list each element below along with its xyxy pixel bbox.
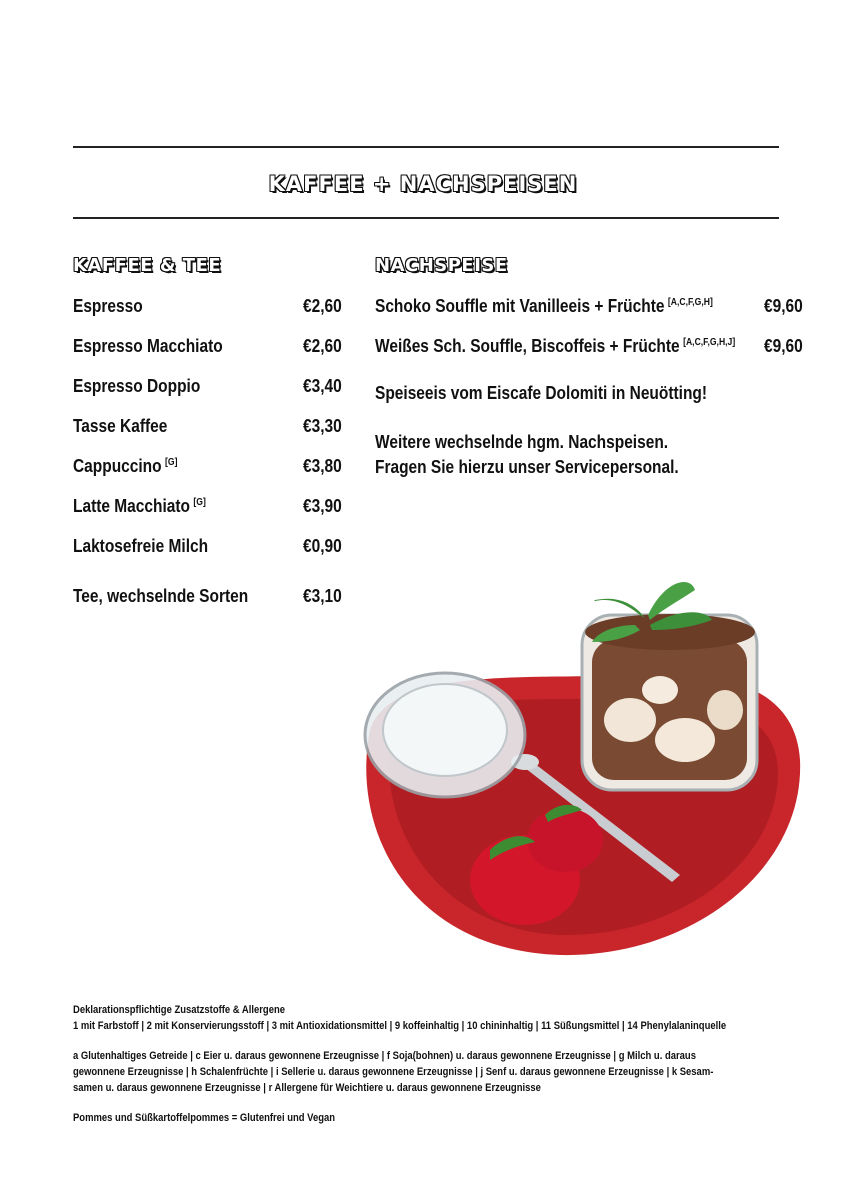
additives-line: 1 mit Farbstoff | 2 mit Konservierungsstoff | 3 mit Antioxidationsmittel | 9 koffeinhaltig | 10 chininhaltig | 11 Süßungsmittel | 14 Phenylalaninquelle — [73, 1020, 727, 1032]
coffee-item-name: Cappuccino [G] — [73, 456, 178, 476]
coffee-item-price: €3,10 — [303, 586, 342, 606]
coffee-heading: KAFFEE & TEE — [73, 255, 222, 276]
more-desserts-note: Weitere wechselnde hgm. Nachspeisen. — [375, 432, 669, 452]
ask-staff-note: Fragen Sie hierzu unser Servicepersonal. — [375, 457, 679, 477]
fries-note: Pommes und Süßkartoffelpommes = Glutenfrei und Vegan — [73, 1112, 336, 1124]
coffee-item-name: Laktosefreie Milch — [73, 536, 209, 556]
allergen-code: [A,C,F,G,H] — [667, 297, 713, 308]
coffee-item-name: Tee, wechselnde Sorten — [73, 586, 249, 606]
top-rule — [73, 146, 779, 148]
coffee-item-price: €3,40 — [303, 376, 342, 396]
dessert-item-price: €9,60 — [764, 336, 803, 356]
allergen-heading: Deklarationspflichtige Zusatzstoffe & Allergene — [73, 1004, 286, 1016]
coffee-item-price: €3,80 — [303, 456, 342, 476]
dessert-item-price: €9,60 — [764, 296, 803, 316]
icecream-note: Speiseeis vom Eiscafe Dolomiti in Neuötting! — [375, 383, 708, 403]
dessert-heading: NACHSPEISE — [375, 255, 508, 276]
coffee-item-name: Espresso Macchiato — [73, 336, 223, 356]
allergen-code: [A,C,F,G,H,J] — [683, 337, 736, 348]
dessert-photo — [330, 570, 810, 960]
title-rule — [73, 217, 779, 219]
coffee-item-name: Espresso Doppio — [73, 376, 201, 396]
coffee-item-name: Espresso — [73, 296, 143, 316]
coffee-item-price: €0,90 — [303, 536, 342, 556]
coffee-item-name: Tasse Kaffee — [73, 416, 168, 436]
coffee-item-price: €3,30 — [303, 416, 342, 436]
allergen-code: [G] — [193, 497, 206, 508]
coffee-item-price: €2,60 — [303, 296, 342, 316]
dessert-item-name: Schoko Souffle mit Vanilleeis + Früchte [A,C,F,G,H] — [375, 296, 713, 316]
coffee-item-name: Latte Macchiato [G] — [73, 496, 206, 516]
allergens-line: a Glutenhaltiges Getreide | c Eier u. daraus gewonnene Erzeugnisse | f Soja(bohnen) u. daraus gewonnene Erzeugnisse | g Milch u. daraus — [73, 1050, 696, 1062]
dessert-item-name: Weißes Sch. Souffle, Biscoffeis + Früchte [A,C,F,G,H,J] — [375, 336, 736, 356]
page-title: KAFFEE + NACHSPEISEN — [268, 172, 578, 196]
allergens-line: samen u. daraus gewonnene Erzeugnisse | r Allergene für Weichtiere u. daraus gewonnene Erzeugnisse — [73, 1082, 541, 1094]
allergen-code: [G] — [165, 457, 178, 468]
allergens-line: gewonnene Erzeugnisse | h Schalenfrüchte | i Sellerie u. daraus gewonnene Erzeugnisse | j Senf u. daraus gewonnene Erzeugnisse | k Sesam- — [73, 1066, 714, 1078]
coffee-item-price: €3,90 — [303, 496, 342, 516]
coffee-item-price: €2,60 — [303, 336, 342, 356]
